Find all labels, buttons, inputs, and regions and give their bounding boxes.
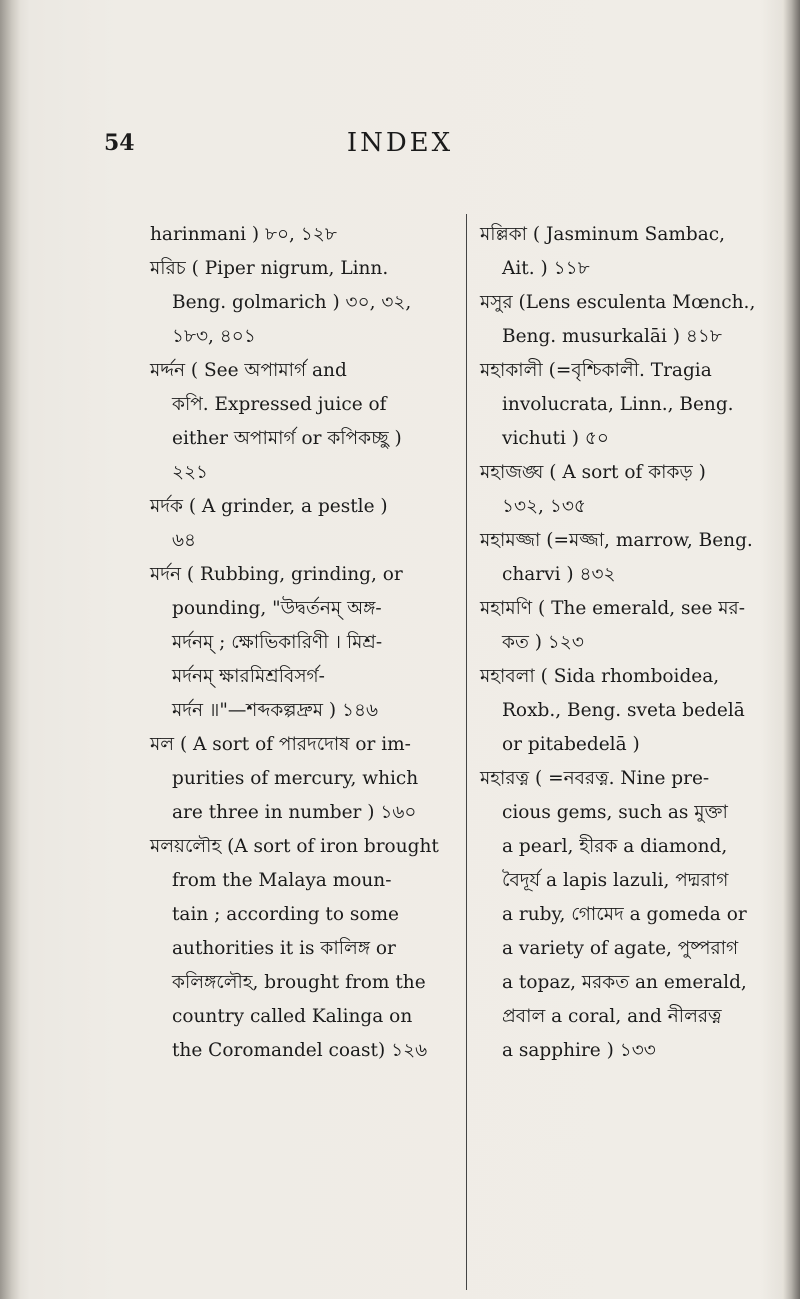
index-entry	[480, 456, 780, 524]
entry-continuation-line: charvi ) ৪৩২	[502, 564, 616, 585]
entry-continuation-line: Ait. ) ১১৮	[502, 258, 590, 279]
entry-continuation-line: the Coromandel coast) ১২৬	[172, 1040, 428, 1061]
entry-continuation-line: কলিঙ্গলৌহ, brought from the	[172, 972, 426, 993]
index-entry	[150, 490, 450, 558]
entry-continuation-line: Roxb., Beng. sveta bedelā	[502, 700, 745, 721]
entry-continuation-line: either অপামার্গ or কপিকচ্ছু )	[172, 428, 402, 449]
entry-headword-line: মহামণি ( The emerald, see মর-	[480, 598, 745, 619]
index-entry	[480, 762, 780, 1068]
entry-continuation-line: cious gems, such as মুক্তা	[502, 802, 728, 823]
entry-headword-line: মহামজ্জা (=মজ্জা, marrow, Beng.	[480, 530, 753, 551]
entry-continuation-line: ১৩২, ১৩৫	[502, 496, 586, 517]
index-entry	[480, 354, 780, 456]
entry-headword-line: মরিচ ( Piper nigrum, Linn.	[150, 258, 389, 279]
book-spine-shadow	[0, 0, 20, 1299]
index-entry	[480, 592, 780, 660]
entry-continuation-line: Beng. musurkalāi ) ৪১৮	[502, 326, 722, 347]
entry-continuation-line: vichuti ) ৫০	[502, 428, 609, 449]
page-title: INDEX	[346, 128, 454, 158]
entry-headword-line: মর্দন ( Rubbing, grinding, or	[150, 564, 403, 585]
entry-headword-line: harinmani ) ৮০, ১২৮	[150, 224, 337, 245]
entry-headword-line: মলয়লৌহ (A sort of iron brought	[150, 836, 439, 857]
entry-continuation-line: or pitabedelā )	[502, 734, 640, 755]
entry-continuation-line: a ruby, গোমেদ a gomeda or	[502, 904, 747, 925]
entry-headword-line: মর্দক ( A grinder, a pestle )	[150, 496, 388, 517]
entry-continuation-line: involucrata, Linn., Beng.	[502, 394, 734, 415]
right-column	[480, 218, 780, 1068]
entry-continuation-line: a pearl, হীরক a diamond,	[502, 836, 728, 857]
page-right-edge	[783, 0, 800, 1299]
entry-headword-line: মহাজঙ্ঘ ( A sort of কাকড় )	[480, 462, 706, 483]
entry-continuation-line: ৬৪	[172, 530, 197, 551]
entry-continuation-line: are three in number ) ১৬০	[172, 802, 417, 823]
entry-continuation-line: ২২১	[172, 462, 209, 483]
index-entry	[150, 830, 450, 1068]
index-entry	[150, 354, 450, 490]
entry-continuation-line: a sapphire ) ১৩৩	[502, 1040, 656, 1061]
entry-continuation-line: কত ) ১২৩	[502, 632, 584, 653]
entry-headword-line: মহাকালী (=বৃশ্চিকালী. Tragia	[480, 360, 712, 381]
page-number: 54	[104, 130, 135, 156]
entry-continuation-line: কপি. Expressed juice of	[172, 394, 387, 415]
index-entry	[480, 218, 780, 286]
entry-continuation-line: a topaz, মরকত an emerald,	[502, 972, 747, 993]
entry-continuation-line: tain ; according to some	[172, 904, 399, 925]
entry-continuation-line: মর্দন ॥"—শব্দকল্পদ্রুম ) ১৪৬	[172, 700, 379, 721]
left-column	[150, 218, 450, 1068]
entry-continuation-line: country called Kalinga on	[172, 1006, 413, 1027]
entry-continuation-line: মর্দনম্ ; ক্ষোভিকারিণী । মিশ্র-	[172, 632, 383, 653]
index-entry	[480, 660, 780, 762]
page-header	[0, 128, 800, 168]
entry-continuation-line: from the Malaya moun-	[172, 870, 392, 891]
index-entry	[150, 558, 450, 728]
entry-headword-line: মল ( A sort of পারদদোষ or im-	[150, 734, 411, 755]
entry-continuation-line: pounding, "উদ্বর্তনম্ অঙ্গ-	[172, 598, 382, 619]
entry-continuation-line: purities of mercury, which	[172, 768, 419, 789]
entry-continuation-line: ১৮৩, ৪০১	[172, 326, 256, 347]
index-entry	[150, 218, 450, 252]
entry-continuation-line: authorities it is কালিঙ্গ or	[172, 938, 396, 959]
entry-headword-line: মহাবলা ( Sida rhomboidea,	[480, 666, 720, 687]
index-entry	[480, 524, 780, 592]
index-entry	[480, 286, 780, 354]
entry-continuation-line: মর্দনম্ ক্ষারমিশ্রবিসর্গ-	[172, 666, 325, 687]
column-divider	[466, 214, 467, 1290]
entry-headword-line: মসুর (Lens esculenta Mœnch.,	[480, 292, 756, 313]
index-entry	[150, 252, 450, 354]
entry-continuation-line: Beng. golmarich ) ৩০, ৩২,	[172, 292, 412, 313]
index-entry	[150, 728, 450, 830]
entry-continuation-line: a variety of agate, পুষ্পরাগ	[502, 938, 739, 959]
entry-continuation-line: প্রবাল a coral, and নীলরত্ন	[502, 1006, 722, 1027]
entry-continuation-line: বৈদূর্য a lapis lazuli, পদ্মরাগ	[502, 870, 729, 891]
entry-headword-line: মল্লিকা ( Jasminum Sambac,	[480, 224, 726, 245]
entry-headword-line: মর্দ্দন ( See অপামার্গ and	[150, 360, 347, 381]
entry-headword-line: মহারত্ন ( =নবরত্ন. Nine pre-	[480, 768, 710, 789]
